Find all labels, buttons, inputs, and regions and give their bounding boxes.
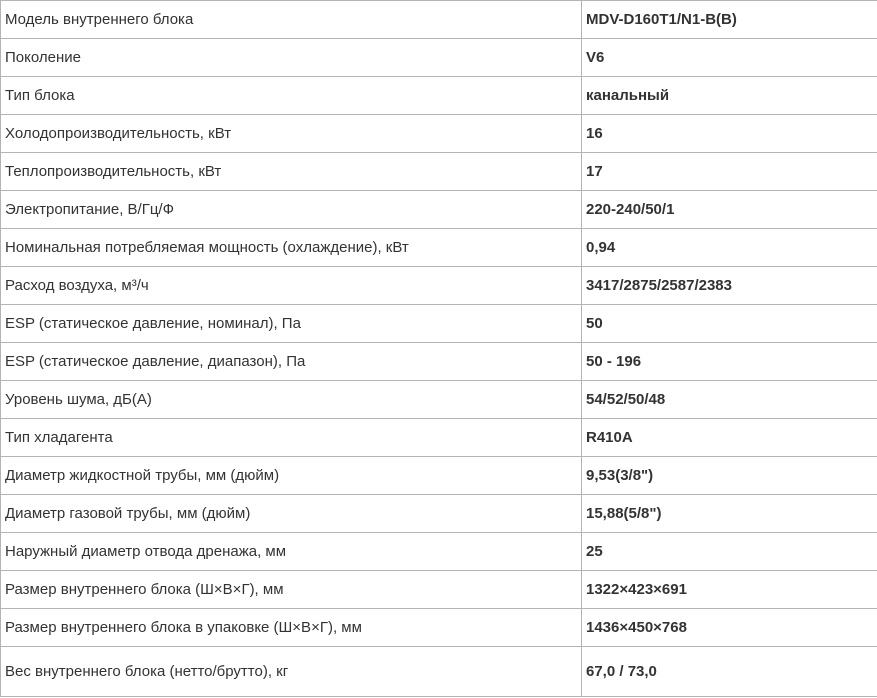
row-label: Тип блока bbox=[1, 77, 582, 115]
row-value: 25 bbox=[582, 533, 877, 571]
table-row bbox=[1, 39, 877, 77]
table-row bbox=[1, 609, 877, 647]
row-label: Размер внутреннего блока в упаковке (Ш×В×Г), мм bbox=[1, 609, 582, 647]
row-value: MDV-D160T1/N1-B(B) bbox=[582, 1, 877, 39]
table-row bbox=[1, 381, 877, 419]
table-row bbox=[1, 229, 877, 267]
row-value: 9,53(3/8") bbox=[582, 457, 877, 495]
row-label: Расход воздуха, м³/ч bbox=[1, 267, 582, 305]
row-value: 17 bbox=[582, 153, 877, 191]
row-label: Тип хладагента bbox=[1, 419, 582, 457]
row-value: 50 bbox=[582, 305, 877, 343]
row-label: Электропитание, В/Гц/Ф bbox=[1, 191, 582, 229]
table-row bbox=[1, 153, 877, 191]
row-label: Номинальная потребляемая мощность (охлаждение), кВт bbox=[1, 229, 582, 267]
row-label: Размер внутреннего блока (Ш×В×Г), мм bbox=[1, 571, 582, 609]
table-row bbox=[1, 115, 877, 153]
table-row bbox=[1, 495, 877, 533]
table-row bbox=[1, 419, 877, 457]
row-label: Теплопроизводительность, кВт bbox=[1, 153, 582, 191]
row-value: R410A bbox=[582, 419, 877, 457]
row-label: ESP (статическое давление, номинал), Па bbox=[1, 305, 582, 343]
table-row bbox=[1, 343, 877, 381]
row-value: 54/52/50/48 bbox=[582, 381, 877, 419]
row-label: Диаметр газовой трубы, мм (дюйм) bbox=[1, 495, 582, 533]
row-value: 16 bbox=[582, 115, 877, 153]
row-label: ESP (статическое давление, диапазон), Па bbox=[1, 343, 582, 381]
row-label: Наружный диаметр отвода дренажа, мм bbox=[1, 533, 582, 571]
table-row bbox=[1, 647, 877, 697]
row-label: Вес внутреннего блока (нетто/брутто), кг bbox=[1, 647, 582, 697]
row-value: 15,88(5/8") bbox=[582, 495, 877, 533]
row-value: 0,94 bbox=[582, 229, 877, 267]
row-label: Холодопроизводительность, кВт bbox=[1, 115, 582, 153]
table-row bbox=[1, 533, 877, 571]
row-label: Модель внутреннего блока bbox=[1, 1, 582, 39]
row-value: 1322×423×691 bbox=[582, 571, 877, 609]
table-row bbox=[1, 571, 877, 609]
row-label: Уровень шума, дБ(А) bbox=[1, 381, 582, 419]
row-value: 3417/2875/2587/2383 bbox=[582, 267, 877, 305]
row-value: 220-240/50/1 bbox=[582, 191, 877, 229]
table-row bbox=[1, 305, 877, 343]
row-label: Диаметр жидкостной трубы, мм (дюйм) bbox=[1, 457, 582, 495]
table-row bbox=[1, 267, 877, 305]
table-row bbox=[1, 77, 877, 115]
table-row bbox=[1, 1, 877, 39]
table-row bbox=[1, 191, 877, 229]
row-value: канальный bbox=[582, 77, 877, 115]
row-value: 67,0 / 73,0 bbox=[582, 647, 877, 697]
row-value: 1436×450×768 bbox=[582, 609, 877, 647]
row-value: 50 - 196 bbox=[582, 343, 877, 381]
row-value: V6 bbox=[582, 39, 877, 77]
row-label: Поколение bbox=[1, 39, 582, 77]
table-row bbox=[1, 457, 877, 495]
